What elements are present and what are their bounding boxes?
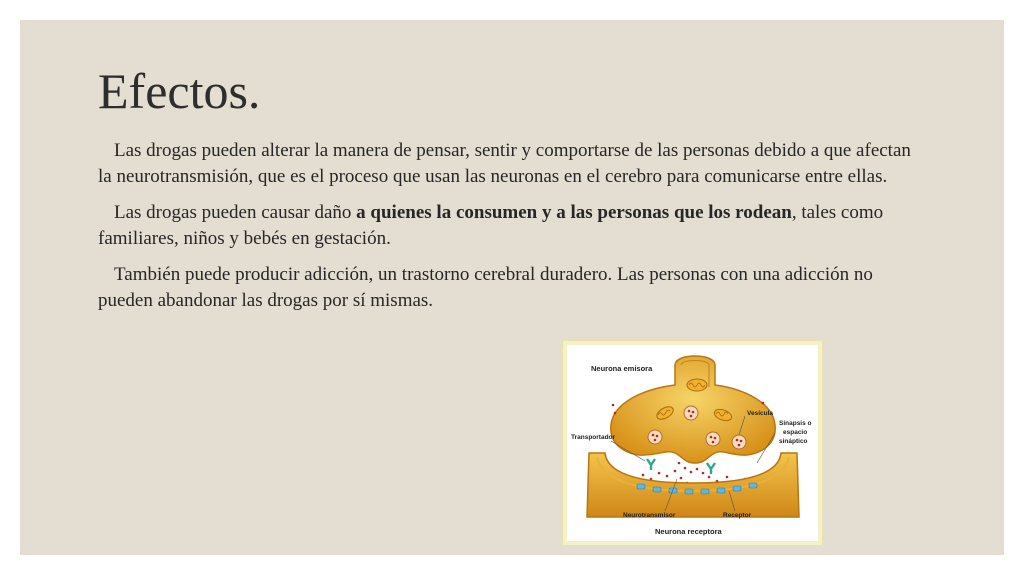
paragraph-2-tail: , tales como familiares, niños y bebés en gestación. <box>98 202 884 249</box>
paragraph-3-text: También puede producir adicción, un trastorno cerebral duradero. Las personas con una adicción no pueden abandonar las drogas por sí mismas. <box>98 264 873 311</box>
vesicle-icon <box>706 432 720 446</box>
synapse-figure-panel <box>567 345 818 541</box>
transporter-icon <box>647 459 655 470</box>
vesicle-icon <box>648 430 662 444</box>
slide-title: Efectos. <box>98 63 261 119</box>
synapse-figure <box>562 340 823 546</box>
synapse-diagram <box>567 345 818 541</box>
label-transportador: Transportador <box>571 434 616 441</box>
label-neurona-receptora: Neurona receptora <box>655 527 722 536</box>
paragraph-3 <box>98 262 928 314</box>
paragraph-2-bold: a quienes la consumen y a las personas que los rodean <box>356 202 792 223</box>
label-neurona-emisora: Neurona emisora <box>591 364 653 373</box>
label-receptor: Receptor <box>723 512 752 519</box>
slide <box>20 20 1004 555</box>
label-neurotransmisor: Neurotransmisor <box>623 512 676 519</box>
vesicle-icon <box>684 406 698 420</box>
slide-body <box>98 138 928 324</box>
paragraph-2-text: Las drogas pueden causar daño <box>114 202 357 223</box>
label-vesicula: Vesícula <box>747 410 774 417</box>
label-sinaptico: sináptico <box>779 438 808 445</box>
label-espacio: espacio <box>783 429 808 436</box>
paragraph-1-text: Las drogas pueden alterar la manera de pensar, sentir y comportarse de las personas debido a que afectan la neurotransmisión, que es el proceso que usan las neuronas en el cerebro para comunicarse entre ellas. <box>98 140 911 187</box>
label-sinapsis: Sinapsis o <box>779 420 812 427</box>
paragraph-1 <box>98 138 928 190</box>
vesicle-icon <box>732 435 746 449</box>
paragraph-2 <box>98 200 928 252</box>
transporter-icon <box>707 463 715 474</box>
